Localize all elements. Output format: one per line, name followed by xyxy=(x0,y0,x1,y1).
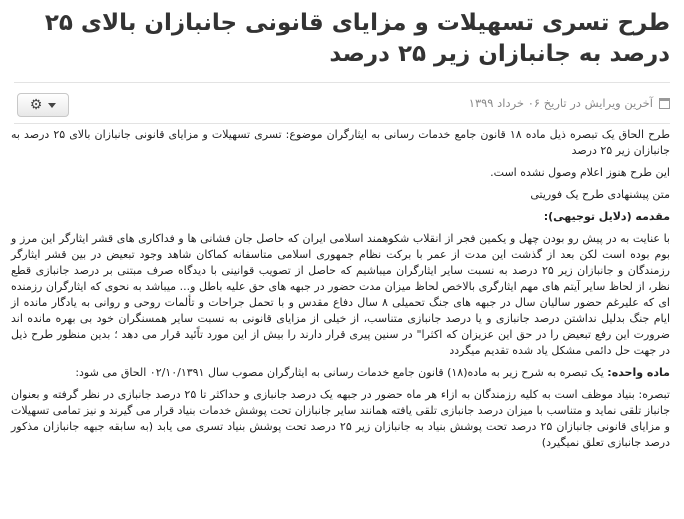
last-edit-info xyxy=(469,96,670,110)
article-body xyxy=(11,127,670,457)
note-paragraph: تبصره: بنیاد موظف است به کلیه رزمندگان به ازاء هر ماه حضور در جبهه یک درصد جانبازی و حداکثر تا ۲۵ درصد جانبازی در نظر گرفته و بعنوان جانباز تلقی نماید و متناسب با میزان درصد جانبازی تلقی یافته همانند سایر جانبازان تحت پوشش خدمات بنیاد قرار می گیرند و نیز تمامی تسهیلات و مزایای قانونی جانبازان ۲۵ درصد تحت پوشش بنیاد به جانبازان زیر ۲۵ درصد تحت پوشش بنیاد تسری می یابد (به سابقه جبهه جانبازان مذکور درصد جانبازی تعلق نمیگیرد) xyxy=(11,388,670,449)
article-meta-row xyxy=(14,93,670,119)
single-article-paragraph xyxy=(11,365,670,381)
single-article-text: یک تبصره به شرح زیر به ماده(۱۸) قانون جامع خدمات رسانی به ایثارگران مصوب سال ۰۲/۱۰/۱۳۹۱ الحاق می شود: xyxy=(75,366,608,379)
calendar-icon xyxy=(659,98,670,109)
meta-divider xyxy=(14,123,670,124)
status-paragraph: این طرح هنوز اعلام وصول نشده است. xyxy=(490,166,670,179)
last-edit-date: آخرین ویرایش در تاریخ ۰۶ خرداد ۱۳۹۹ xyxy=(468,96,653,110)
preamble-heading: مقدمه (دلایل توجیهی): xyxy=(543,210,670,223)
intro-paragraph: طرح الحاق یک تبصره ذیل ماده ۱۸ قانون جامع خدمات رسانی به ایثارگران موضوع: تسری تسهیلات و مزایای قانونی جانبازان بالای ۲۵ درصد به جانبازان زیر ۲۵ درصد xyxy=(11,128,671,157)
caret-down-icon xyxy=(48,103,56,108)
page-title: طرح تسری تسهیلات و مزایای قانونی جانبازان بالای ۲۵ درصد به جانبازان زیر ۲۵ درصد xyxy=(44,10,670,67)
gear-icon: ⚙ xyxy=(29,97,43,113)
proposal-paragraph: متن پیشنهادی طرح یک فوریتی xyxy=(530,188,670,201)
single-article-label: ماده واحده: xyxy=(607,366,670,379)
preamble-paragraph: با عنایت به در پیش رو بودن چهل و یکمین فجر از انقلاب شکوهمند اسلامی ایران که حاصل جان فشانی ها و فداکاری های قشر ایثارگر این مرز و بوم بوده است لکن بعد از گذشت این مدت از عمر با برکت نظام جمهوری اسلامی متاسفانه کماکان شاهد وجود تبعیض در بین قشر ایثارگر رزمندگان و جانبازان زیر ۲۵ درصد به نسبت سایر ایثارگران میباشیم که حاصل از تصویب قوانینی با دیدگاه صرف مبتنی بر درصد جانبازی قطع نظر، از لحاظ سایر آیتم های مهم ایثارگری بالاخص لحاظ میزان مدت حضور در جبهه های حق علیه باطل و... میباشد به نحوی که ایثارگران رزمنده ای که علیرغم حضور سالیان سال در جبهه های جنگ تحمیلی ۸ سال دفاع مقدس و با تحمل جراحات و تألمات روحی و روانی به یادگار مانده از ایام جنگ بدلیل نداشتن درصد جانبازی و یا درصد جانبازی متناسب، از خیلی از مزایای قانونی به نسبت سایر همسنگران خود بی بهره مانده اند ضرورت این رفع تبعیض را در حق این عزیزان که اکثرا" در سنین پیری قرار دارند را بیش از این مورد تاًئید قرار می دهد ؛ بدین منظور طرح ذیل در جهت حل دائمی مشکل یاد شده تقدیم میگردد xyxy=(11,232,670,357)
title-divider xyxy=(14,82,670,83)
article-tools-button[interactable] xyxy=(17,93,69,117)
